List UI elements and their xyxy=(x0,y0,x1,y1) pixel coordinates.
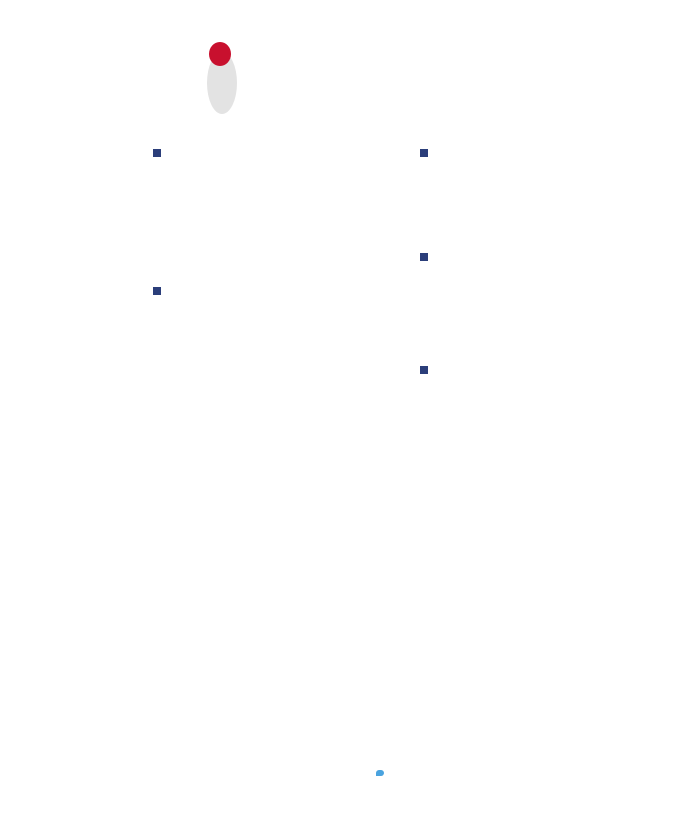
executive-committee-section xyxy=(153,147,166,164)
scientific-committee-heading xyxy=(153,285,166,295)
footer xyxy=(150,769,610,779)
logo-red-circle xyxy=(209,42,231,66)
working-group-clinical-heading xyxy=(420,251,433,262)
administrative-committee-section xyxy=(420,364,433,380)
working-group-clinical-section xyxy=(420,251,433,267)
executive-committee-heading xyxy=(153,147,166,157)
administrative-committee-heading xyxy=(420,364,433,374)
esh-logo xyxy=(151,40,241,112)
section-bullet-square xyxy=(420,253,428,261)
working-group-communication-heading xyxy=(420,147,433,159)
section-bullet-square xyxy=(153,287,161,295)
twitter-bird-icon xyxy=(376,770,384,776)
scientific-committee-section xyxy=(153,285,166,296)
working-group-communication-section xyxy=(420,147,433,164)
section-bullet-square xyxy=(153,149,161,157)
section-bullet-square xyxy=(420,149,428,157)
section-bullet-square xyxy=(420,366,428,374)
footer-line-follow xyxy=(150,769,610,779)
